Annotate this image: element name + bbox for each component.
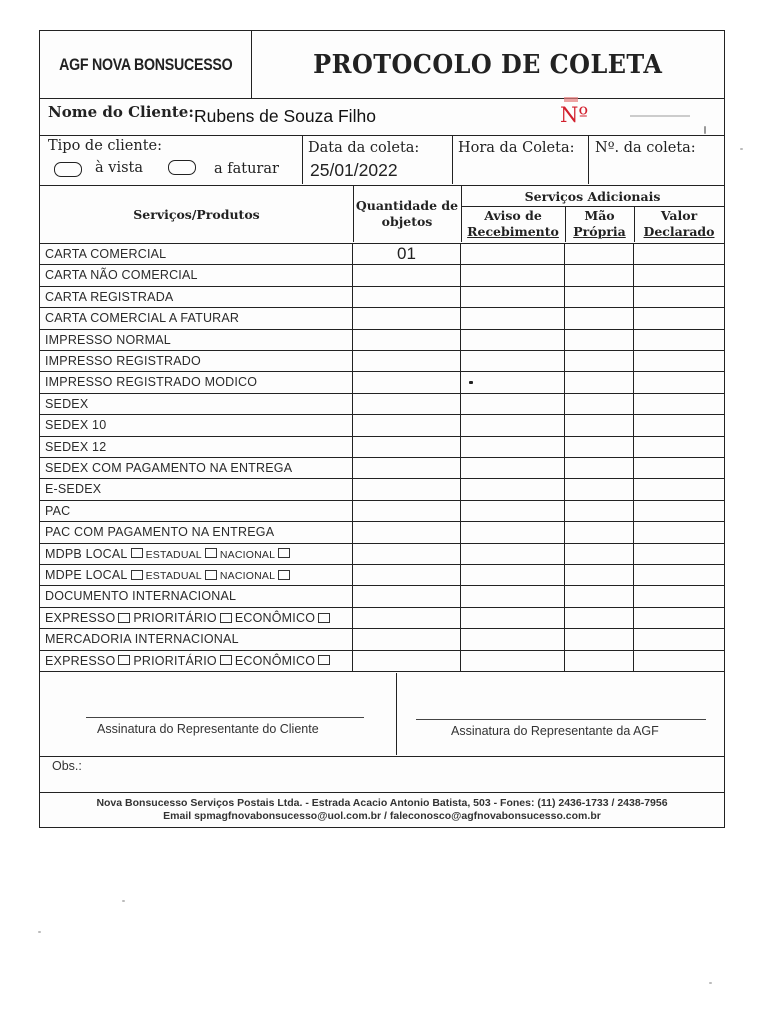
scan-speck [38,931,41,933]
doc-priority-checkbox[interactable] [220,613,232,623]
cash-checkbox[interactable] [54,162,82,177]
col-quantity-line2: objetos [381,214,433,229]
receipt-notice-field[interactable] [461,330,565,350]
collection-date-field[interactable]: 25/01/2022 [310,160,398,180]
mdpb-national-checkbox[interactable] [278,548,290,558]
client-name-row [40,99,724,136]
mdpb-state-label: ESTADUAL [145,548,202,561]
mdpe-national-checkbox[interactable] [278,570,290,580]
receipt-notice-field[interactable] [461,608,565,628]
own-hand-field[interactable] [565,501,634,521]
table-row [40,265,724,286]
declared-value-field[interactable] [634,629,724,649]
service-name: PAC COM PAGAMENTO NA ENTREGA [40,522,353,542]
collection-number-label: Nº. da coleta: [595,140,696,156]
receipt-notice-field[interactable] [461,522,565,542]
table-row-intl-document-options [40,608,724,629]
agency-box [40,31,252,99]
service-name: CARTA COMERCIAL A FATURAR [40,308,353,328]
declared-value-field[interactable] [634,394,724,414]
own-hand-field[interactable] [565,565,634,585]
receipt-notice-field[interactable] [461,265,565,285]
service-name: SEDEX 10 [40,415,353,435]
cash-option-label: à vista [95,160,143,176]
own-hand-field[interactable] [565,244,634,264]
mdpe-local-label: MDPE LOCAL [45,568,128,582]
quantity-field[interactable] [353,394,461,414]
declared-value-field[interactable] [634,351,724,371]
client-name-field[interactable]: Rubens de Souza Filho [194,106,376,126]
service-name: SEDEX [40,394,353,414]
quantity-field[interactable] [353,458,461,478]
service-name: SEDEX COM PAGAMENTO NA ENTREGA [40,458,353,478]
service-name: CARTA COMERCIAL [40,244,353,264]
own-hand-field[interactable] [565,522,634,542]
observations-label: Obs.: [52,759,82,773]
receipt-notice-field[interactable] [461,629,565,649]
col-own-hand-header [565,206,635,242]
footer-email: Email spmagfnovabonsucesso@uol.com.br / faleconosco@agfnovabonsucesso.com.br [163,810,601,822]
quantity-field[interactable] [353,372,461,392]
declared-value-field[interactable] [634,372,724,392]
own-hand-field[interactable] [565,629,634,649]
scan-speck [740,148,743,150]
col-declared-value-header [634,206,724,242]
quantity-field[interactable] [353,608,461,628]
table-row [40,372,724,393]
own-hand-field[interactable] [565,544,634,564]
table-row [40,437,724,458]
receipt-notice-field[interactable] [461,437,565,457]
receipt-notice-field[interactable] [461,415,565,435]
col-receipt-line2: Recebimento [467,224,559,239]
col-quantity-line1: Quantidade de [355,197,459,213]
collection-date-cell [302,136,453,184]
declared-value-field[interactable] [634,308,724,328]
own-hand-field[interactable] [565,458,634,478]
quantity-field[interactable] [353,415,461,435]
col-receipt-line1: Aviso de [484,208,542,224]
declared-value-field[interactable] [634,415,724,435]
collection-protocol-form [39,30,725,828]
own-hand-field[interactable] [565,415,634,435]
declared-value-field[interactable] [634,522,724,542]
mdpe-local-checkbox[interactable] [131,570,143,580]
protocol-number-label: Nº [560,103,589,127]
quantity-field[interactable] [353,437,461,457]
own-hand-field[interactable] [565,479,634,499]
merch-priority-checkbox[interactable] [220,655,232,665]
receipt-notice-field[interactable] [461,351,565,371]
declared-value-field[interactable] [634,608,724,628]
mdpe-options [40,565,353,585]
table-row [40,415,724,436]
merch-economy-checkbox[interactable] [318,655,330,665]
merch-express-checkbox[interactable] [118,655,130,665]
scan-speck [704,126,706,134]
doc-express-checkbox[interactable] [118,613,130,623]
quantity-field[interactable] [353,479,461,499]
form-header [40,31,724,99]
agf-signature-line[interactable] [416,719,706,720]
col-own-hand-line2: Própria [573,224,626,239]
declared-value-field[interactable] [634,265,724,285]
own-hand-field[interactable] [565,586,634,606]
mdpb-state-checkbox[interactable] [205,548,217,558]
service-name: MERCADORIA INTERNACIONAL [40,629,353,649]
services-table-header [40,186,724,244]
own-hand-field[interactable] [565,651,634,671]
receipt-notice-field[interactable] [461,479,565,499]
mdpb-local-label: MDPB LOCAL [45,546,128,561]
merch-express-label: EXPRESSO [45,653,116,668]
client-signature-line[interactable] [86,717,364,718]
declared-value-field[interactable] [634,586,724,606]
receipt-notice-field[interactable] [461,544,565,564]
client-type-label: Tipo de cliente: [48,138,163,154]
mdpe-national-label: NACIONAL [219,570,276,582]
service-name: CARTA REGISTRADA [40,287,353,307]
table-row-mdpe [40,565,724,586]
receipt-notice-field[interactable] [461,372,565,392]
quantity-field[interactable] [353,330,461,350]
quantity-field[interactable] [353,522,461,542]
table-row [40,351,724,372]
declared-value-field[interactable] [634,330,724,350]
services-table-body [40,244,724,673]
own-hand-field[interactable] [565,437,634,457]
receipt-notice-field[interactable] [461,394,565,414]
declared-value-field[interactable] [634,244,724,264]
col-quantity-header [353,186,462,242]
table-row [40,501,724,522]
doc-express-label: EXPRESSO [45,610,116,625]
service-name: E-SEDEX [40,479,353,499]
form-footer [40,793,724,833]
own-hand-field[interactable] [565,608,634,628]
col-declared-line1: Valor [660,208,698,224]
pen-dot-mark [469,381,473,384]
own-hand-field[interactable] [565,330,634,350]
table-row-intl-merchandise [40,629,724,650]
col-services-header: Serviços/Produtos [40,186,354,242]
declared-value-field[interactable] [634,651,724,671]
red-stamp-mark [564,97,578,102]
quantity-field[interactable] [353,287,461,307]
service-name: SEDEX 12 [40,437,353,457]
receipt-notice-field[interactable] [461,308,565,328]
quantity-field[interactable] [353,629,461,649]
form-title: PROTOCOLO DE COLETA [312,50,663,80]
observations-row[interactable] [40,757,724,793]
table-row [40,308,724,329]
mdpb-options [40,544,353,564]
own-hand-field[interactable] [565,265,634,285]
service-name: IMPRESSO REGISTRADO MODICO [40,372,353,392]
own-hand-field[interactable] [565,372,634,392]
quantity-field[interactable] [353,351,461,371]
declared-value-field[interactable] [634,287,724,307]
collection-number-cell [588,136,724,184]
agf-signature-label: Assinatura do Representante da AGF [451,724,659,738]
client-signature-label: Assinatura do Representante do Cliente [97,722,319,736]
table-row-intl-merchandise-options [40,651,724,672]
receipt-notice-field[interactable] [461,565,565,585]
additional-services-header [461,186,724,242]
service-name: IMPRESSO NORMAL [40,330,353,350]
declared-value-field[interactable] [634,437,724,457]
declared-value-field[interactable] [634,458,724,478]
receipt-notice-field[interactable] [461,287,565,307]
quantity-field[interactable] [353,651,461,671]
client-name-label: Nome do Cliente: [48,103,194,121]
own-hand-field[interactable] [565,287,634,307]
quantity-field[interactable] [353,265,461,285]
receipt-notice-field[interactable] [461,651,565,671]
service-name: DOCUMENTO INTERNACIONAL [40,586,353,606]
declared-value-field[interactable] [634,479,724,499]
table-row-intl-document [40,586,724,607]
table-row [40,394,724,415]
declared-value-field[interactable] [634,501,724,521]
scan-speck [709,982,712,984]
mdpe-state-checkbox[interactable] [205,570,217,580]
collection-time-label: Hora da Coleta: [458,140,575,156]
invoice-checkbox[interactable] [168,160,196,175]
doc-priority-label: PRIORITÁRIO [133,610,217,625]
doc-economy-label: ECONÔMICO [234,610,316,625]
declared-value-field[interactable] [634,565,724,585]
client-signature-cell [40,673,397,755]
table-row [40,244,724,265]
col-own-hand-line1: Mão [584,208,615,224]
quantity-field[interactable]: 01 [353,244,461,264]
merch-priority-label: PRIORITÁRIO [133,653,217,668]
quantity-field[interactable] [353,544,461,564]
quantity-field[interactable] [353,501,461,521]
table-row [40,287,724,308]
mdpb-local-checkbox[interactable] [131,548,143,558]
mdpb-national-label: NACIONAL [219,548,276,561]
own-hand-field[interactable] [565,394,634,414]
receipt-notice-field[interactable] [461,458,565,478]
intl-merchandise-options [40,651,353,671]
quantity-field[interactable] [353,308,461,328]
agency-name: AGF NOVA BONSUCESSO [58,55,233,74]
quantity-field[interactable] [353,586,461,606]
service-name: PAC [40,501,353,521]
invoice-option-label: a faturar [214,161,279,177]
col-declared-line2: Declarado [643,224,715,239]
mdpe-state-label: ESTADUAL [145,570,202,582]
table-row [40,458,724,479]
agf-signature-cell [396,673,724,755]
signature-row [40,673,724,757]
declared-value-field[interactable] [634,544,724,564]
table-row-mdpb [40,544,724,565]
table-row [40,479,724,500]
form-title-box [251,31,724,99]
intl-document-options [40,608,353,628]
protocol-number-field[interactable] [630,115,690,117]
additional-services-title: Serviços Adicionais [461,186,724,207]
collection-info-row [40,136,724,186]
col-receipt-notice-header [461,206,566,242]
own-hand-field[interactable] [565,351,634,371]
scan-speck [122,900,125,902]
receipt-notice-field[interactable] [461,244,565,264]
merch-economy-label: ECONÔMICO [234,653,316,668]
service-name: IMPRESSO REGISTRADO [40,351,353,371]
footer-address: Nova Bonsucesso Serviços Postais Ltda. - Estrada Acacio Antonio Batista, 503 - Fones: (11) 2436-1733 / 2438-7956 [96,797,668,809]
table-row [40,330,724,351]
receipt-notice-field[interactable] [461,586,565,606]
collection-time-cell [452,136,589,184]
own-hand-field[interactable] [565,308,634,328]
receipt-notice-field[interactable] [461,501,565,521]
client-type-cell [40,136,303,184]
service-name: CARTA NÃO COMERCIAL [40,265,353,285]
doc-economy-checkbox[interactable] [318,613,330,623]
table-row [40,522,724,543]
quantity-field[interactable] [353,565,461,585]
collection-date-label: Data da coleta: [308,140,420,156]
